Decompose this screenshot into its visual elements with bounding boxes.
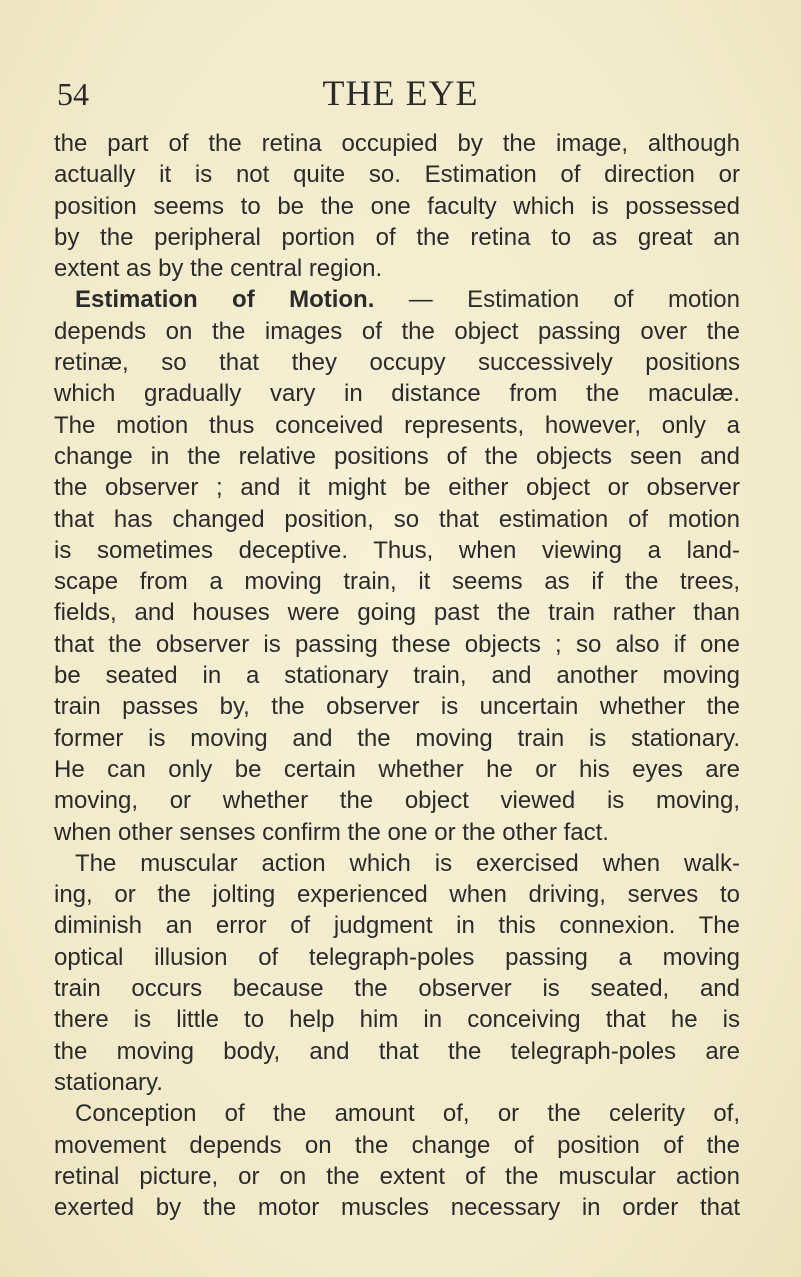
text-line: He can only be certain whether he or his eyes are [54,755,740,783]
text-line: movement depends on the change of position of the [54,1131,740,1159]
section-heading-line [54,284,740,315]
text-line: the observer ; and it might be either object or observer [54,474,740,502]
text-line: Conception of the amount of, or the celerity of, [75,1100,740,1128]
body-text [54,128,740,1223]
section-heading: Estimation of Motion. [75,286,375,314]
text-line: train occurs because the observer is seated, and [54,975,740,1003]
text-line: the moving body, and that the telegraph-poles are [54,1037,740,1065]
text-line: retinæ, so that they occupy successively positions [54,349,740,377]
text-line: actually it is not quite so. Estimation of direction or [54,161,740,189]
text-line: depends on the images of the object passing over the [54,317,740,345]
text-line: is sometimes deceptive. Thus, when viewing a land- [54,536,740,564]
running-head: THE EYE [322,73,479,113]
text-line: that has changed position, so that estimation of motion [54,505,740,533]
text-line: when other senses confirm the one or the other fact. [54,818,609,846]
text-line: The muscular action which is exercised when walk- [75,849,740,877]
text-line: the part of the retina occupied by the image, although [54,130,740,157]
text-line: change in the relative positions of the objects seen and [54,442,740,470]
text-line: scape from a moving train, it seems as if the trees, [54,568,740,596]
page-header [0,70,801,113]
text-line: be seated in a stationary train, and another moving [54,662,740,690]
section-heading-rest: — Estimation of motion [374,286,740,314]
text-line: retinal picture, or on the extent of the muscular action [54,1162,740,1190]
text-line: ing, or the jolting experienced when driving, serves to [54,881,740,909]
text-line: optical illusion of telegraph-poles passing a moving [54,943,740,971]
text-line: which gradually vary in distance from the maculæ. [54,380,740,408]
text-line: former is moving and the moving train is stationary. [54,724,740,752]
text-line: by the peripheral portion of the retina to as great an [54,223,740,251]
text-line: The motion thus conceived represents, however, only a [54,411,740,439]
text-line: stationary. [54,1068,163,1096]
text-line: exerted by the motor muscles necessary in order that [54,1194,740,1222]
text-line: there is little to help him in conceiving that he is [54,1006,740,1034]
text-line: fields, and houses were going past the train rather than [54,599,740,627]
page-number: 54 [57,76,89,112]
text-line: moving, or whether the object viewed is moving, [54,787,740,815]
text-line: position seems to be the one faculty which is possessed [54,192,740,220]
text-line: train passes by, the observer is uncertain whether the [54,693,740,721]
text-line: that the observer is passing these objects ; so also if one [54,630,740,658]
text-line: extent as by the central region. [54,255,383,283]
text-line: diminish an error of judgment in this connexion. The [54,912,740,940]
